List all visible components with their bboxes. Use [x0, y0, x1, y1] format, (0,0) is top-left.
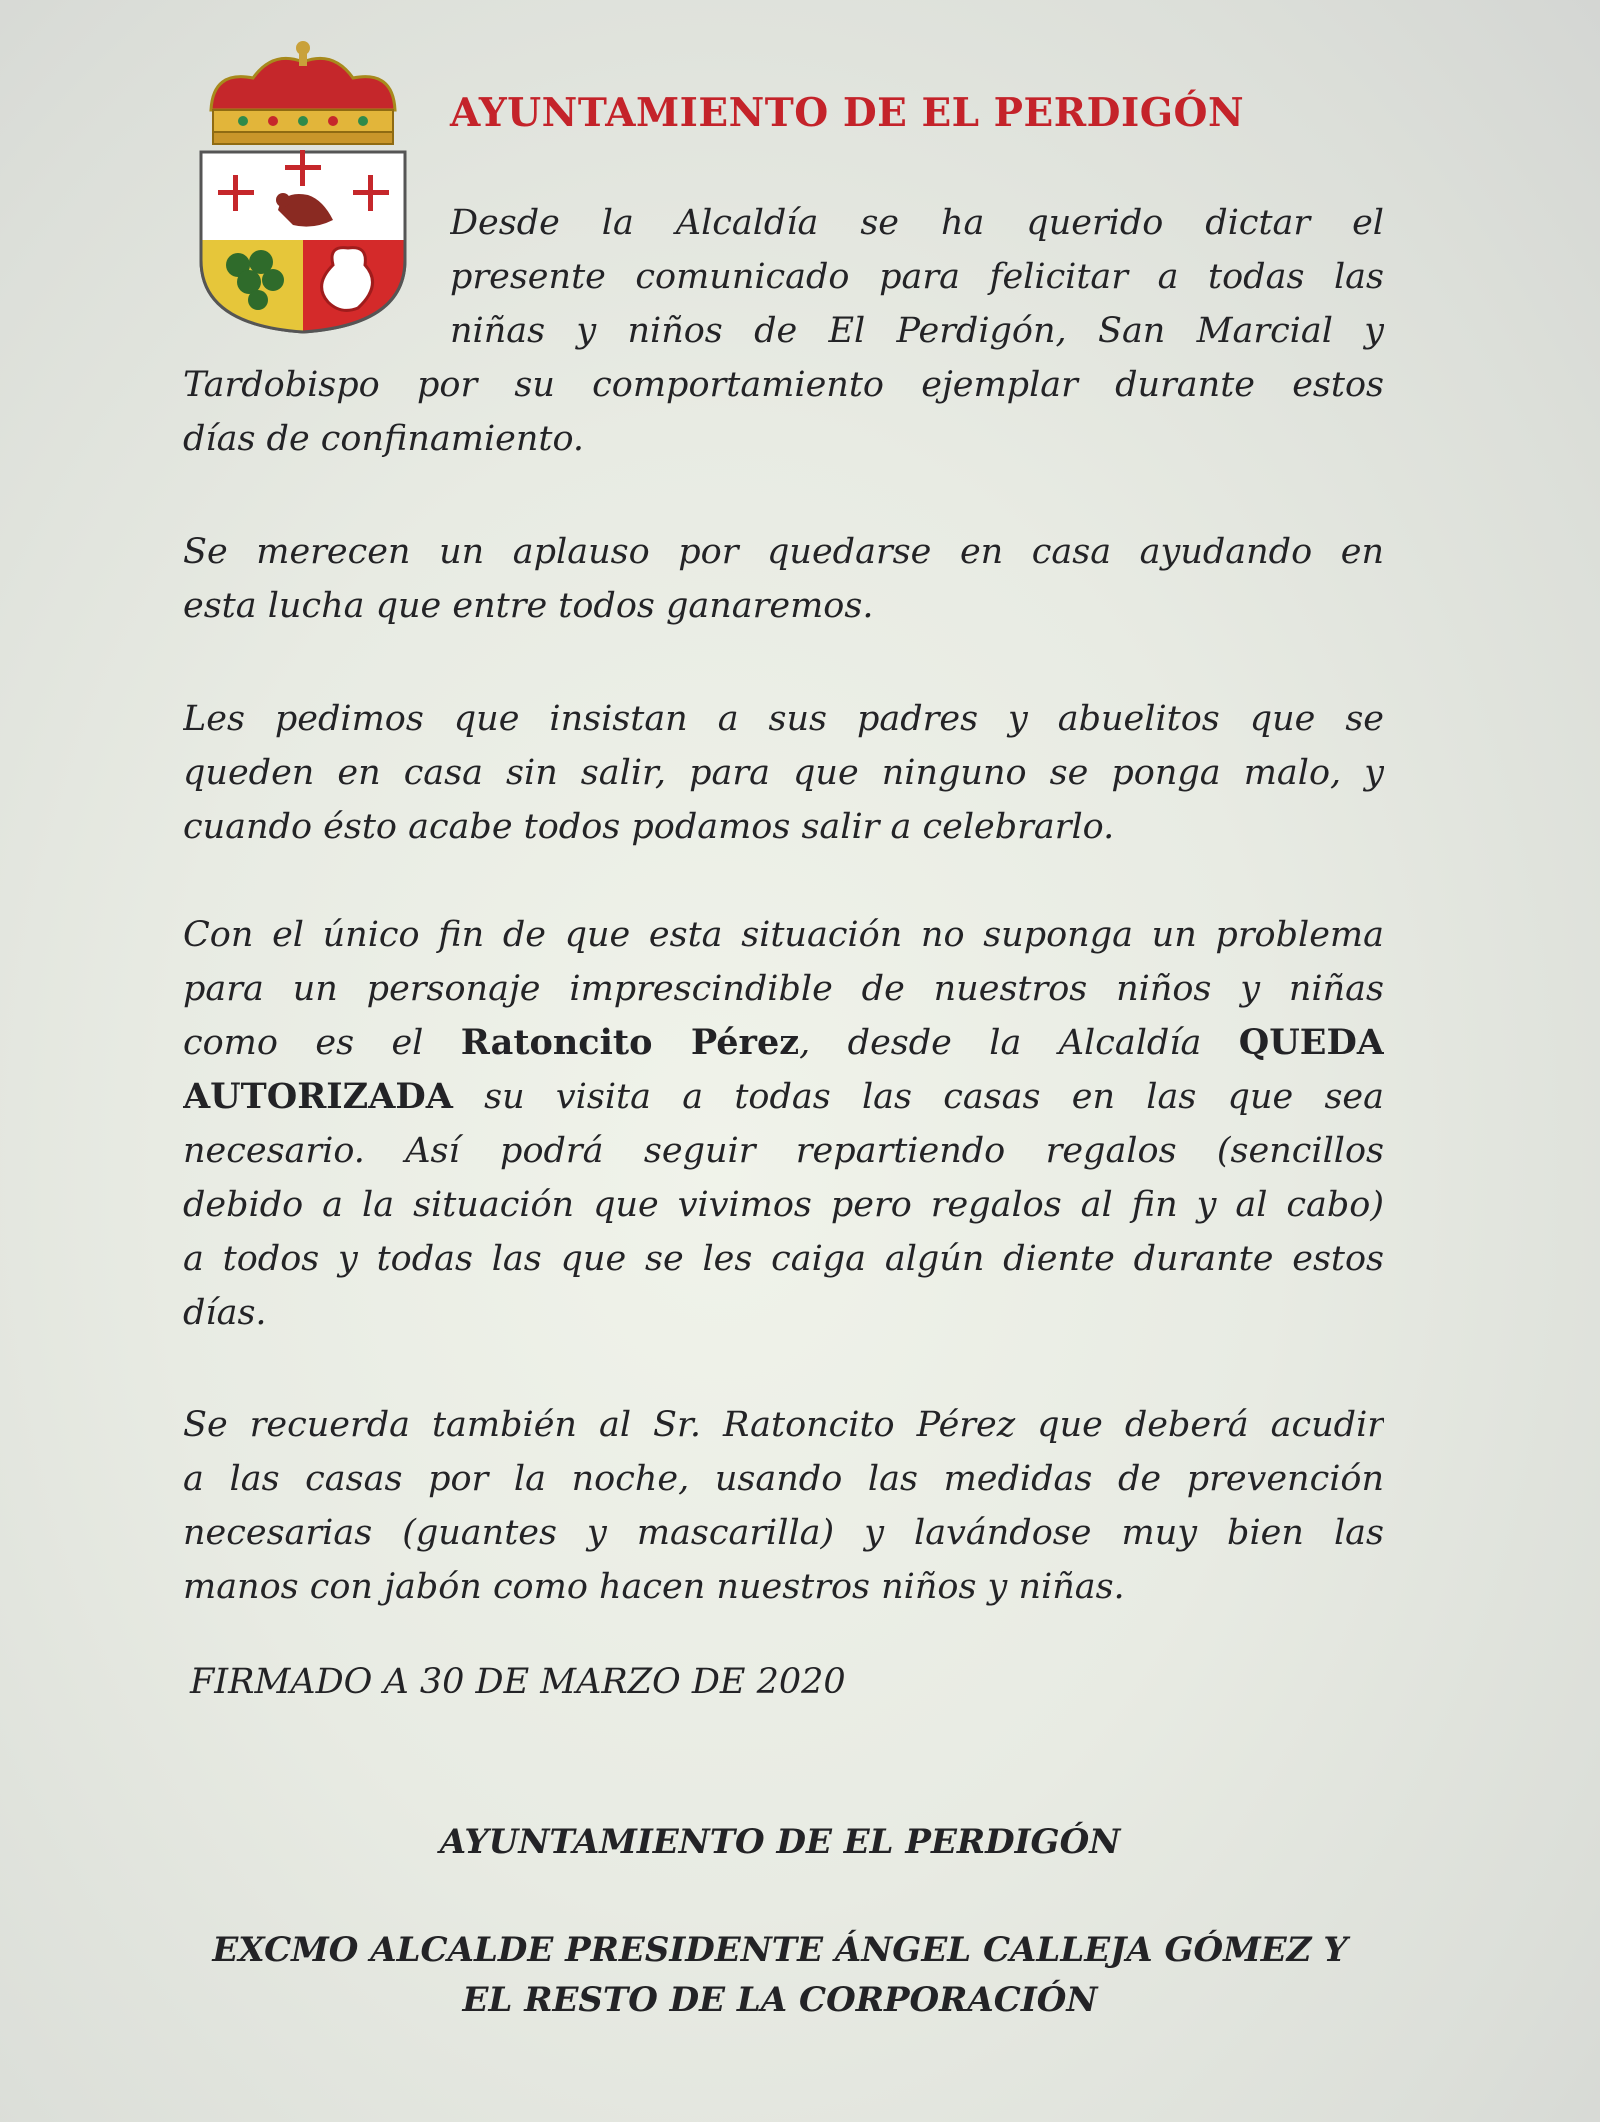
text-span: como es el	[183, 1023, 461, 1063]
intro-paragraph	[450, 196, 1384, 358]
bold-authorization: AUTORIZADA	[183, 1076, 453, 1117]
bold-name: Ratoncito Pérez	[460, 1022, 800, 1063]
paragraph-reminder	[183, 1398, 1384, 1614]
text-line: necesarias (guantes y mascarilla) y lavándose muy bien las	[183, 1513, 1384, 1553]
shield-icon	[201, 150, 405, 332]
text-line	[183, 1016, 1384, 1070]
text-line: debido a la situación que vivimos pero regalos al fin y al cabo)	[183, 1185, 1384, 1225]
intro-paragraph-continued	[183, 358, 1384, 466]
text-line: a todos y todas las que se les caiga algún diente durante estos	[183, 1239, 1384, 1279]
text-line: días de confinamiento.	[183, 419, 585, 459]
text-line: manos con jabón como hacen nuestros niños y niñas.	[183, 1567, 1125, 1607]
text-line	[183, 1070, 1384, 1124]
signature-org: AYUNTAMIENTO DE EL PERDIGÓN	[439, 1822, 1121, 1862]
bold-authorization: QUEDA	[1238, 1022, 1384, 1063]
text-line: a las casas por la noche, usando las medidas de prevención	[183, 1459, 1384, 1499]
coat-of-arms-icon	[183, 40, 423, 340]
text-line: Tardobispo por su comportamiento ejemplar durante estos	[183, 365, 1384, 405]
paragraph-applause	[183, 525, 1384, 633]
page-title: AYUNTAMIENTO DE EL PERDIGÓN	[450, 90, 1245, 136]
text-line: queden en casa sin salir, para que ninguno se ponga malo, y	[183, 753, 1384, 793]
paragraph-ratoncito	[183, 908, 1384, 1340]
text-line: Se merecen un aplauso por quedarse en casa ayudando en	[183, 532, 1384, 572]
signed-date: FIRMADO A 30 DE MARZO DE 2020	[190, 1662, 846, 1702]
text-line: esta lucha que entre todos ganaremos.	[183, 586, 874, 626]
crown-icon	[211, 41, 395, 144]
text-line: necesario. Así podrá seguir repartiendo regalos (sencillos	[183, 1131, 1384, 1171]
text-span: su visita a todas las casas en las que sea	[452, 1077, 1384, 1117]
text-line: presente comunicado para felicitar a todas las	[450, 257, 1384, 297]
text-line: Con el único fin de que esta situación no suponga un problema	[183, 915, 1384, 955]
text-line: cuando ésto acabe todos podamos salir a celebrarlo.	[183, 807, 1115, 847]
text-line: Se recuerda también al Sr. Ratoncito Pérez que deberá acudir	[183, 1405, 1384, 1445]
paragraph-stay-home	[183, 692, 1384, 854]
signature-line: EXCMO ALCALDE PRESIDENTE ÁNGEL CALLEJA GÓMEZ Y	[212, 1930, 1348, 1970]
text-line: niñas y niños de El Perdigón, San Marcial y	[450, 311, 1384, 351]
signature-line: EL RESTO DE LA CORPORACIÓN	[462, 1980, 1098, 2020]
text-span: , desde la Alcaldía	[799, 1023, 1239, 1063]
text-line: para un personaje imprescindible de nuestros niños y niñas	[183, 969, 1384, 1009]
text-line: días.	[183, 1293, 267, 1333]
text-line: Les pedimos que insistan a sus padres y abuelitos que se	[183, 699, 1384, 739]
text-line: Desde la Alcaldía se ha querido dictar el	[450, 203, 1384, 243]
